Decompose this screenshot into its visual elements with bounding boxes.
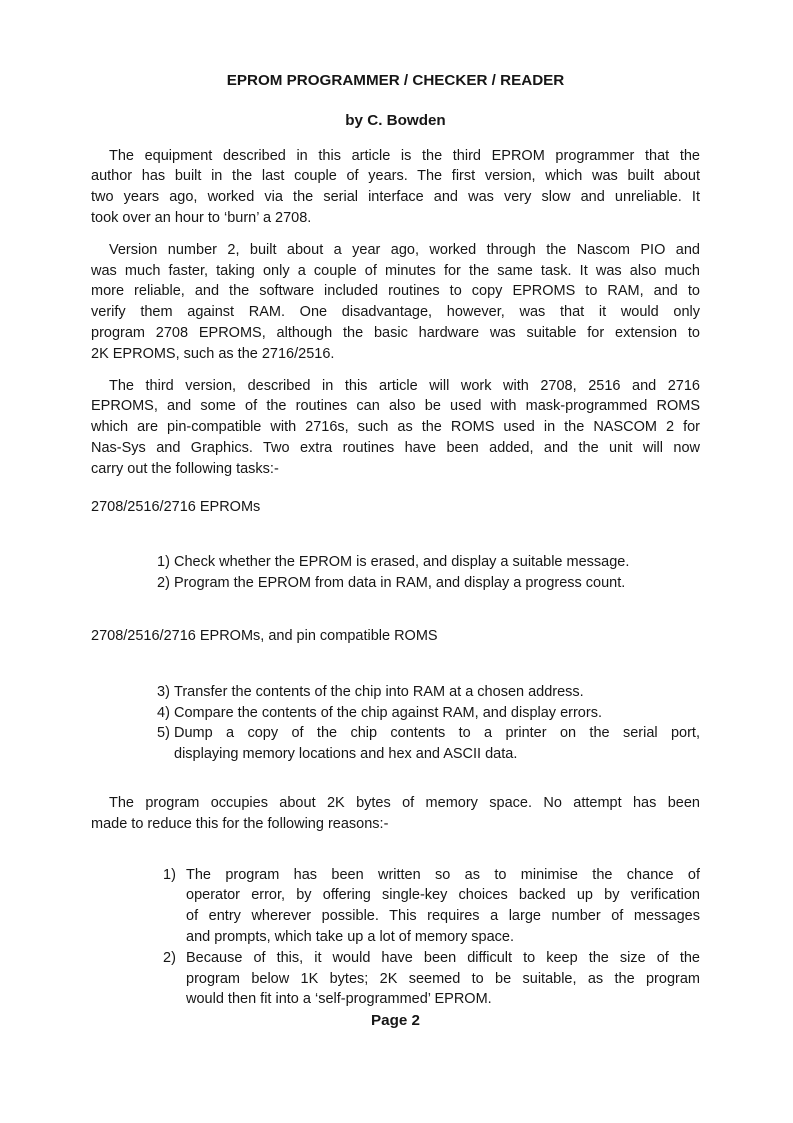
- list-item-number: 5): [157, 725, 170, 742]
- text-line: more reliable, and the software included routines to copy EPROMS to RAM, and to: [91, 283, 700, 300]
- text-line: Nas-Sys and Graphics. Two extra routines have been added, and the unit will now: [91, 439, 700, 456]
- text-line: would then fit into a ‘self-programmed’ EPROM.: [186, 991, 492, 1008]
- list-item: [91, 682, 700, 703]
- text-line: Because of this, it would have been difficult to keep the size of the: [186, 949, 700, 966]
- section-heading-eproms: 2708/2516/2716 EPROMs: [91, 498, 261, 515]
- list-item-text: [174, 723, 700, 765]
- text-line: author has built in the last couple of years. The first version, which was built about: [91, 168, 700, 185]
- text-line: verify them against RAM. One disadvantage, however, was that it would only: [91, 304, 700, 321]
- text-line: 2K EPROMS, such as the 2716/2516.: [91, 345, 335, 362]
- list-item: [91, 948, 700, 1010]
- list-item-text: [174, 682, 700, 703]
- list-item-number: 4): [157, 704, 170, 721]
- paragraph-intro: [91, 146, 700, 229]
- list-item: [91, 865, 700, 948]
- text-line: program 2708 EPROMS, although the basic hardware was suitable for extension to: [91, 324, 700, 341]
- text-line: Transfer the contents of the chip into RAM at a chosen address.: [174, 683, 584, 700]
- list-item-text: [174, 703, 700, 724]
- text-line: The third version, described in this article will work with 2708, 2516 and 2716: [109, 377, 700, 394]
- text-line: Program the EPROM from data in RAM, and display a progress count.: [174, 575, 626, 592]
- list-item: [91, 703, 700, 724]
- reason-list: [91, 865, 700, 1011]
- text-line: two years ago, worked via the serial interface and was very slow and unreliable. It: [91, 189, 700, 206]
- list-item-text: [174, 573, 700, 594]
- text-line: carry out the following tasks:-: [91, 460, 279, 477]
- paragraph-version-2: [91, 240, 700, 365]
- list-item-number: 3): [157, 683, 170, 700]
- text-line: The program has been written so as to minimise the chance of: [186, 866, 700, 883]
- list-item-number: 1): [157, 554, 170, 571]
- article-body: [91, 71, 700, 1032]
- text-line: Dump a copy of the chip contents to a printer on the serial port,: [174, 725, 700, 742]
- text-line: made to reduce this for the following reasons:-: [91, 815, 389, 832]
- paragraph-version-3: [91, 376, 700, 480]
- article-byline: by C. Bowden: [345, 111, 446, 129]
- task-list-eproms-roms: [91, 682, 700, 765]
- text-line: which are pin-compatible with 2716s, such as the ROMS used in the NASCOM 2 for: [91, 419, 700, 436]
- list-item-text: [174, 552, 700, 573]
- list-item-text: [186, 865, 700, 948]
- task-list-eproms: [91, 552, 700, 594]
- list-item: [91, 723, 700, 765]
- text-line: program below 1K bytes; 2K seemed to be suitable, as the program: [186, 970, 700, 987]
- text-line: of entry wherever possible. This requires a large number of messages: [186, 908, 700, 925]
- section-heading-eproms-roms: 2708/2516/2716 EPROMs, and pin compatible ROMS: [91, 627, 438, 644]
- text-line: The program occupies about 2K bytes of memory space. No attempt has been: [109, 794, 700, 811]
- list-item: [91, 552, 700, 573]
- text-line: was much faster, taking only a couple of minutes for the same task. It was also much: [91, 262, 700, 279]
- text-line: Compare the contents of the chip against RAM, and display errors.: [174, 704, 602, 721]
- text-line: and prompts, which take up a lot of memory space.: [186, 928, 515, 945]
- text-line: EPROMS, and some of the routines can also be used with mask-programmed ROMS: [91, 398, 700, 415]
- list-item-number: 2): [157, 575, 170, 592]
- text-line: Check whether the EPROM is erased, and display a suitable message.: [174, 554, 630, 571]
- paragraph-program-size: [91, 793, 700, 835]
- text-line: displaying memory locations and hex and ASCII data.: [174, 746, 518, 763]
- text-line: operator error, by offering single-key choices backed up by verification: [186, 887, 700, 904]
- article-title: EPROM PROGRAMMER / CHECKER / READER: [226, 72, 565, 89]
- list-item-text: [186, 948, 700, 1010]
- list-item: [91, 573, 700, 594]
- page-number: Page 2: [371, 1012, 420, 1030]
- text-line: Version number 2, built about a year ago, worked through the Nascom PIO and: [109, 241, 700, 258]
- list-item-number: 1): [163, 866, 176, 883]
- list-item-number: 2): [163, 949, 176, 966]
- text-line: The equipment described in this article is the third EPROM programmer that the: [109, 147, 700, 164]
- text-line: took over an hour to ‘burn’ a 2708.: [91, 209, 312, 226]
